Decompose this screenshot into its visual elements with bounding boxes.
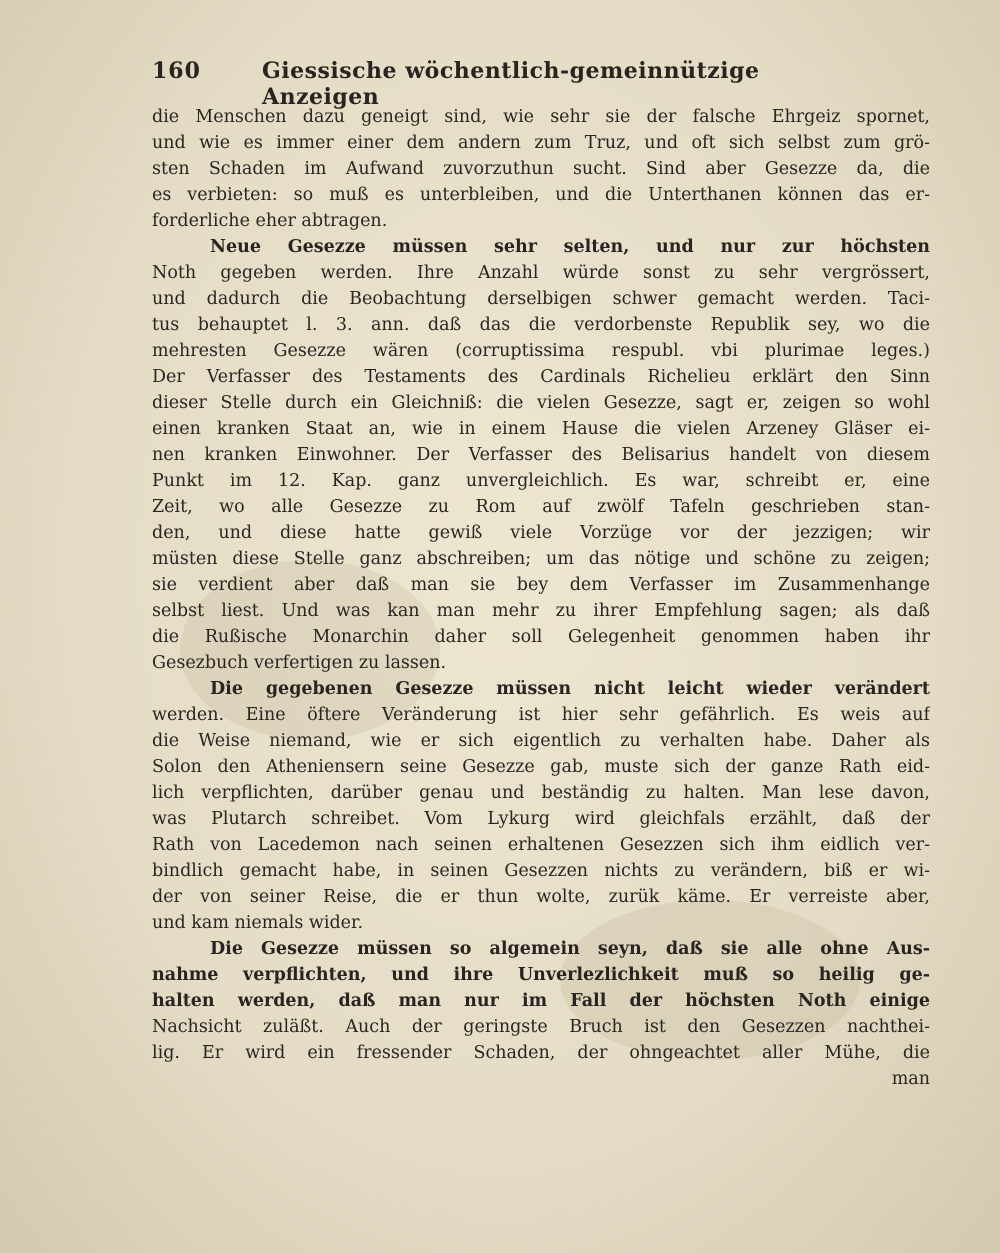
text-line: tus behauptet l. 3. ann. daß das die verdorbenste Republik sey, wo die	[152, 315, 930, 335]
text-line: müsten diese Stelle ganz abschreiben; um das nötige und schöne zu zeigen;	[152, 549, 930, 569]
text-line: nen kranken Einwohner. Der Verfasser des Belisarius handelt von diesem	[152, 445, 930, 465]
text-line: mehresten Gesezze wären (corruptissima respubl. vbi plurimae leges.)	[152, 341, 930, 361]
text-line: Nachsicht zuläßt. Auch der geringste Bruch ist den Gesezzen nachthei-	[152, 1017, 930, 1037]
text-line: und kam niemals wider.	[152, 913, 364, 933]
paragraph-start-line: Neue Gesezze müssen sehr selten, und nur zur höchsten	[210, 237, 930, 257]
text-line: Punkt im 12. Kap. ganz unvergleichlich. Es war, schreibt er, eine	[152, 471, 930, 491]
page-header	[152, 58, 842, 110]
text-line: Der Verfasser des Testaments des Cardinals Richelieu erklärt den Sinn	[152, 367, 930, 387]
text-line: und wie es immer einer dem andern zum Truz, und oft sich selbst zum grö-	[152, 133, 930, 153]
text-line: die Weise niemand, wie er sich eigentlich zu verhalten habe. Daher als	[152, 731, 930, 751]
running-title: Giessische wöchentlich-gemeinnützige Anzeigen	[262, 58, 760, 110]
text-line: Noth gegeben werden. Ihre Anzahl würde sonst zu sehr vergrössert,	[152, 263, 930, 283]
text-line: sten Schaden im Aufwand zuvorzuthun sucht. Sind aber Gesezze da, die	[152, 159, 930, 179]
text-line: der von seiner Reise, die er thun wolte, zurük käme. Er verreiste aber,	[152, 887, 930, 907]
text-line: forderliche eher abtragen.	[152, 211, 388, 231]
catchword: man	[891, 1069, 930, 1089]
paragraph-start-line: Die gegebenen Gesezze müssen nicht leicht wieder verändert	[210, 679, 930, 699]
text-line: sie verdient aber daß man sie bey dem Verfasser im Zusammenhange	[152, 575, 930, 595]
text-line: einen kranken Staat an, wie in einem Hause die vielen Arzeney Gläser ei-	[152, 419, 930, 439]
paragraph-start-line: Die Gesezze müssen so algemein seyn, daß sie alle ohne Aus-	[210, 939, 930, 959]
text-line: nahme verpflichten, und ihre Unverlezlichkeit muß so heilig ge-	[152, 965, 930, 985]
text-line: den, und diese hatte gewiß viele Vorzüge vor der jezzigen; wir	[152, 523, 930, 543]
text-line: die Rußische Monarchin daher soll Gelegenheit genommen haben ihr	[152, 627, 930, 647]
text-line: lig. Er wird ein fressender Schaden, der ohngeachtet aller Mühe, die	[152, 1043, 930, 1063]
text-line: halten werden, daß man nur im Fall der höchsten Noth einige	[152, 991, 930, 1011]
text-line: bindlich gemacht habe, in seinen Gesezzen nichts zu verändern, biß er wi-	[152, 861, 930, 881]
text-line: was Plutarch schreibet. Vom Lykurg wird gleichfals erzählt, daß der	[152, 809, 930, 829]
text-line: dieser Stelle durch ein Gleichniß: die vielen Gesezze, sagt er, zeigen so wohl	[152, 393, 930, 413]
page-number: 160	[152, 58, 201, 84]
text-line: es verbieten: so muß es unterbleiben, und die Unterthanen können das er-	[152, 185, 930, 205]
body-text	[152, 104, 930, 1092]
text-line: die Menschen dazu geneigt sind, wie sehr sie der falsche Ehrgeiz spornet,	[152, 107, 930, 127]
text-line: werden. Eine öftere Veränderung ist hier sehr gefährlich. Es weis auf	[152, 705, 930, 725]
text-line: lich verpflichten, darüber genau und beständig zu halten. Man lese davon,	[152, 783, 930, 803]
text-line: Zeit, wo alle Gesezze zu Rom auf zwölf Tafeln geschrieben stan-	[152, 497, 930, 517]
text-line: Solon den Atheniensern seine Gesezze gab, muste sich der ganze Rath eid-	[152, 757, 930, 777]
text-line: selbst liest. Und was kan man mehr zu ihrer Empfehlung sagen; als daß	[152, 601, 930, 621]
text-line: Rath von Lacedemon nach seinen erhaltenen Gesezzen sich ihm eidlich ver-	[152, 835, 930, 855]
text-line: und dadurch die Beobachtung derselbigen schwer gemacht werden. Taci-	[152, 289, 930, 309]
text-line: Gesezbuch verfertigen zu lassen.	[152, 653, 447, 673]
